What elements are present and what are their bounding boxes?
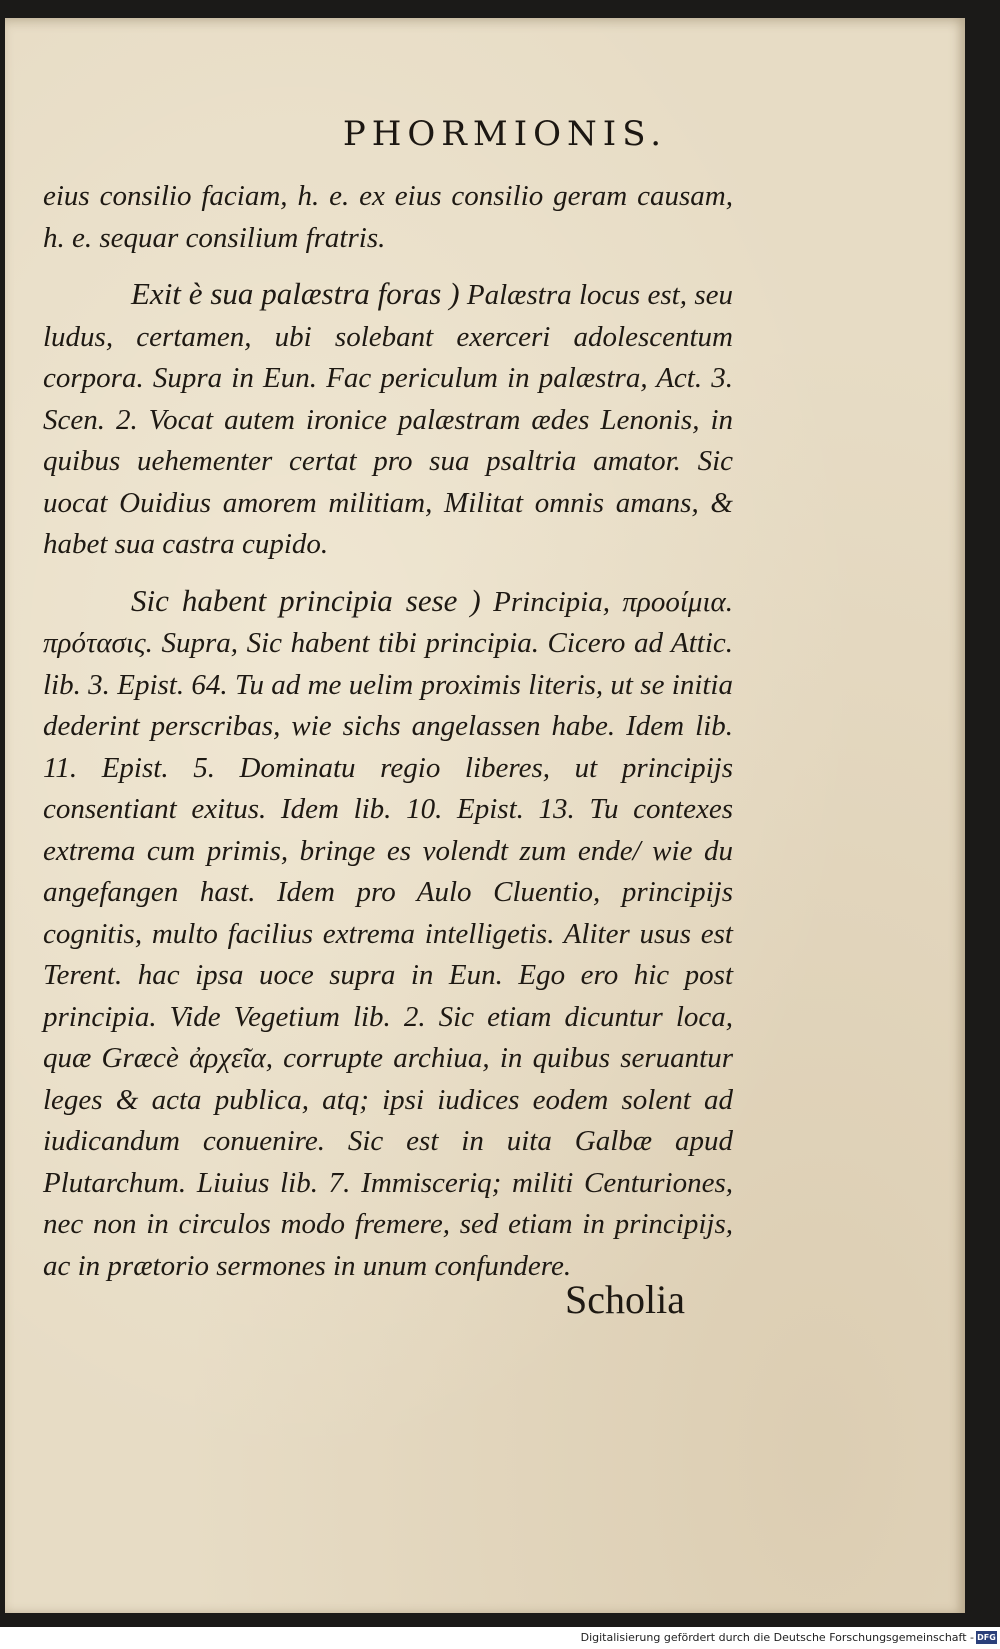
book-page [5,18,965,1613]
paragraph-1-text: eius consilio faciam, h. e. ex eius consilio geram causam, h. e. sequar consilium fratris. [43,180,733,254]
paragraph-2-text: Palæstra locus est, seu ludus, certamen, ubi solebant exerceri adolescentum corpora. Supra in Eun. Fac periculum in palæstra, Act. 3. Scen. 2. Vocat autem ironice palæstram ædes Lenonis, in quibus uehementer certat pro sua psaltria amator. Sic uocat Ouidius amorem militiam, Militat omnis amans, & habet sua castra cupido. [43,279,733,560]
funding-credit: Digitalisierung gefördert durch die Deutsche Forschungsgemeinschaft - [580,1631,974,1644]
dfg-logo: DFG [977,1633,996,1642]
paragraph-2-lemma: Exit è sua palæstra foras ) [131,276,460,311]
running-head: PHORMIONIS. [342,114,668,154]
paragraph-3 [43,580,733,1288]
paragraph-2 [43,273,733,566]
paragraph-3-lemma: Sic habent principia sese ) [131,582,481,618]
paragraph-3-text: Principia, προοίμια. πρότασις. Supra, Sic habent tibi principia. Cicero ad Attic. lib. 3. Epist. 64. Tu ad me uelim proximis literis, ut se initia dederint perscribas, wie sichs angelassen habe. Idem lib. 11. Epist. 5. Dominatu regio liberes, ut principijs consentiant exitus. Idem lib. 10. Epist. 13. Tu contexes extrema cum primis, bringe es volendt zum ende/ wie du angefangen hast. Idem pro Aulo Cluentio, principijs cognitis, multo facilius extrema intelligetis. Aliter usus est Terent. hac ipsa uoce supra in Eun. Ego ero hic post principia. Vide Vegetium lib. 2. Sic etiam dicuntur loca, quæ Græcè ἀρχεῖα, corrupte archiua, in quibus seruantur leges & acta publica, atq; ipsi iudices eodem solent ad iudicandum conuenire. Sic est in uita Galbæ apud Plutarchum. Liuius lib. 7. Immisceriq; militi Centuriones, nec non in circulos modo fremere, sed etiam in principijs, ac in prætorio sermones in unum confundere. [43,585,733,1282]
catchword: Scholia [565,1277,685,1322]
paragraph-1 [43,176,733,259]
commentary-text [43,176,733,1287]
